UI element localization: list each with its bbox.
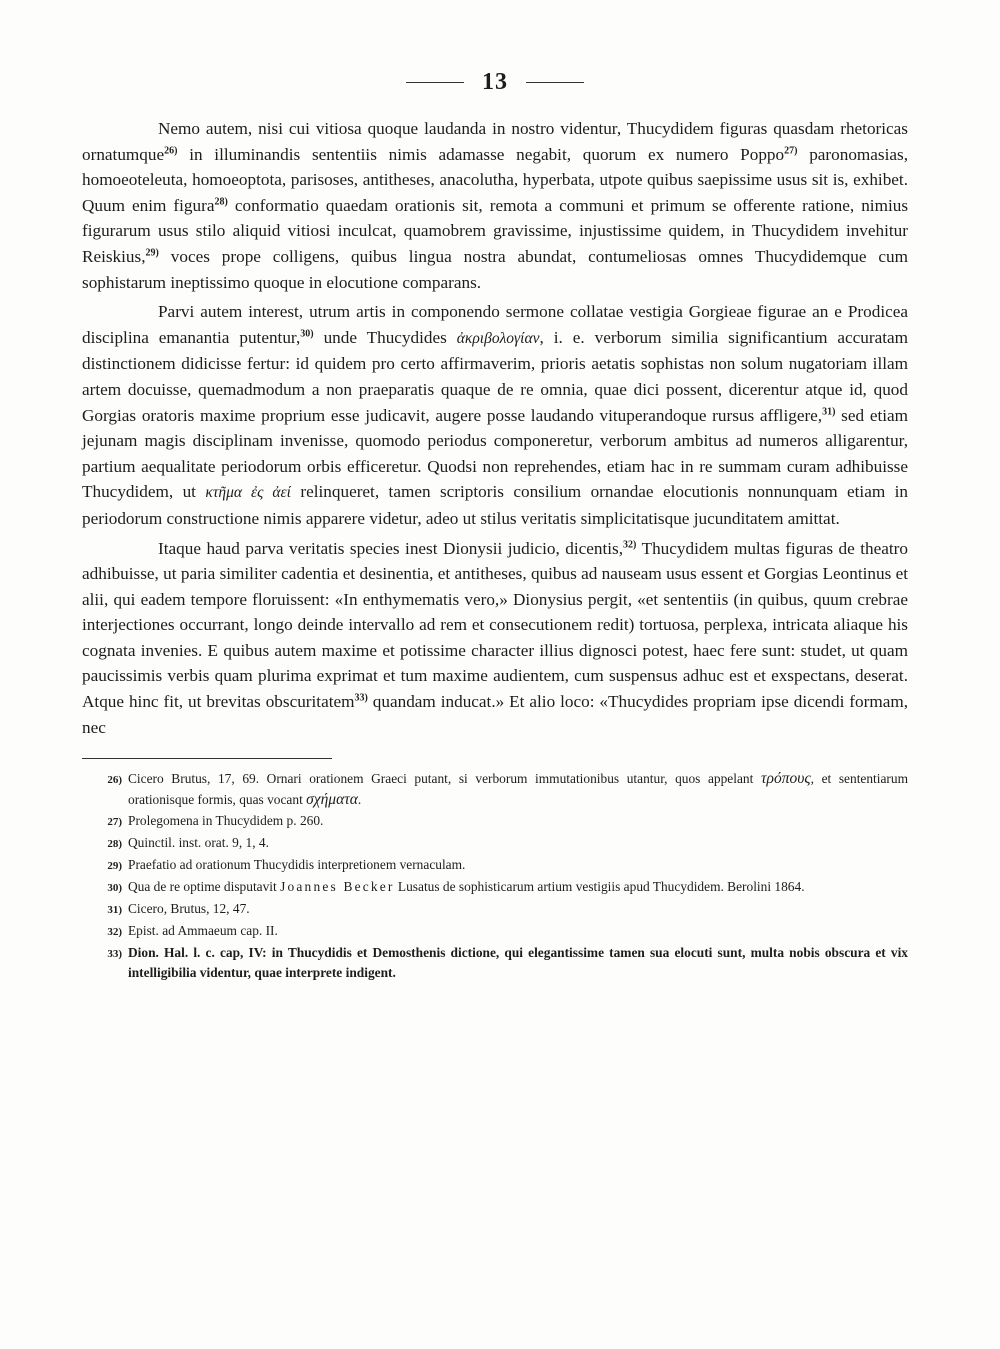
footnote-ref: 32) <box>623 538 637 550</box>
footnote-number: 33) <box>107 947 122 960</box>
text-run: paronomasias, homoeoteleuta, homoeoptota, parisoses, antitheses, anacolutha, hyperbata, utpote quibus saepissime usus sit is, exhibet. Quum enim figura <box>82 144 908 215</box>
footnote-text: Quinctil. inst. orat. 9, 1, 4. <box>128 834 269 850</box>
page <box>82 58 908 1338</box>
footnote-ref: 33) <box>354 692 368 704</box>
text-run: , et sententiarum orationisque formis, quas vocant <box>128 771 909 808</box>
footnote-ref: 30) <box>300 328 314 340</box>
text-run: Thucydidem multas figuras de theatro adhibuisse, ut paria similiter cadentia et desinentia, et antitheses, quibus ad nauseam usus essent et Gorgias Leontinus et alii, qui eadem tempore floruissent: «In enthymematis vero,» Dionysius pergit, «et sententiis (in quibus, quum crebrae interjectiones occurrant, longo deinde intervallo ad rem et consecutionem redit) tortuosa, perplexa, intricata aliaque his cognata invenies. E quibus autem maxime et potissime character illius dignosci potest, haec fere sunt: studet, ut quam paucissimis verbis quam plurima exprimat et tum maxime audientem, cum suspensus adhuc est et exspectans, deserat. Atque hinc fit, ut brevitas obscuritatem <box>82 538 908 712</box>
page-number: 13 <box>482 68 508 95</box>
greek-term: κτῆμα ἐς ἀεί <box>205 484 291 502</box>
header-rule-right <box>526 82 584 83</box>
text-run: relinqueret, tamen scriptoris consilium ornandae elocutionis nonnunquam etiam in periodorum constructione nimis apparere videtur, adeo ut stilus veritatis simplicitatisque jucunditatem amittat. <box>82 482 908 528</box>
text-run: Nemo autem, nisi cui vitiosa quoque laudanda in nostro videntur, Thucydidem figuras quasdam rhetoricas ornatumque <box>82 119 908 164</box>
footnotes <box>82 769 908 984</box>
text-run: sed etiam jejunam magis disciplinam invenisse, quomodo periodus componeretur, verborum ambitus ad numeros alligarentur, partium aequalitate periodorum orbis efficeretur. Quodsi non reprehendes, etiam hac in re summam curam adhibuisse Thucydidem, ut <box>82 405 908 502</box>
footnote-28 <box>82 833 908 855</box>
paragraph-1 <box>82 116 908 295</box>
text-run: Parvi autem interest, utrum artis in componendo sermone collatae vestigia Gorgieae figurae an e Prodicea disciplina emanantia putentur, <box>82 302 908 347</box>
footnote-27 <box>82 811 908 833</box>
footnote-text: Epist. ad Ammaeum cap. II. <box>128 922 278 938</box>
footnote-number: 32) <box>107 925 122 938</box>
footnote-number: 31) <box>107 903 122 916</box>
greek-term: τρόπους <box>760 770 811 788</box>
footnote-33 <box>82 943 908 985</box>
footnote-ref: 29) <box>145 247 159 259</box>
footnote-text: Praefatio ad orationum Thucydidis interpretionem vernaculam. <box>128 856 466 872</box>
text-run: . <box>357 792 362 808</box>
footnote-number: 30) <box>107 881 122 894</box>
footnote-ref: 27) <box>784 144 798 156</box>
body-text <box>82 116 908 740</box>
greek-term: ἀκριβολογίαν <box>456 329 540 347</box>
greek-term: σχήματα <box>306 791 358 809</box>
footnote-ref: 31) <box>822 405 836 417</box>
header-rule-left <box>406 82 464 83</box>
footnote-text: Dion. Hal. l. c. cap, IV: in Thucydidis et Demosthenis dictione, qui elegantissime tamen sua elocuti sunt, multa nobis obscura et vix intelligibilia videntur, quae interprete indigent. <box>128 944 908 981</box>
footnote-number: 29) <box>107 859 122 872</box>
footnote-text: Cicero, Brutus, 12, 47. <box>128 900 250 916</box>
footnote-ref: 26) <box>164 144 178 156</box>
footnote-32 <box>82 921 908 943</box>
page-header <box>82 58 908 106</box>
text-run: , i. e. verborum similia significantium accuratam distinctionem didicisse fertur: id quidem pro certo affirmaverim, prioris aetatis sophistas non solum nugatoriam illam artem docuisse, quemadmodum a non praeparatis quaque de re omnia, quae dici possent, dicerentur atque id, quod Gorgias oratoris maxime proprium esse judicavit, augere posse laudando vituperandoque rursus affligere, <box>82 327 909 425</box>
paragraph-3 <box>82 536 908 741</box>
footnote-text: Prolegomena in Thucydidem p. 260. <box>128 813 324 829</box>
text-run: unde Thucydides <box>313 327 457 347</box>
author-name: Joannes Becker <box>280 878 395 894</box>
text-run: conformatio quaedam orationis sit, remota a communi et primum se offerente ratione, nimius figurarum usus stilo aliquid vitiosi inculcat, quamobrem gravissime, injustissime quidem, in Thucydidem invehitur Reiskius, <box>82 195 909 266</box>
footnote-text <box>128 769 908 811</box>
footnote-number: 28) <box>107 837 122 850</box>
paragraph-2 <box>82 299 908 531</box>
footnote-26 <box>82 769 908 811</box>
footnote-30 <box>82 877 908 899</box>
text-run: Lusatus de sophisticarum artium vestigiis apud Thucydidem. Berolini 1864. <box>394 878 805 894</box>
footnote-number: 27) <box>107 816 122 829</box>
text-run: Qua de re optime disputavit <box>128 878 281 894</box>
footnote-separator <box>82 758 332 759</box>
text-run: in illuminandis sententiis nimis adamasse negabit, quorum ex numero Poppo <box>177 144 785 164</box>
text-run: Cicero Brutus, 17, 69. Ornari orationem Graeci putant, si verborum immutationibus utantur, quos appelant <box>128 771 761 787</box>
text-run: Itaque haud parva veritatis species inest Dionysii judicio, dicentis, <box>158 538 624 558</box>
footnote-29 <box>82 855 908 877</box>
footnote-ref: 28) <box>214 196 228 208</box>
text-run: quandam inducat.» Et alio loco: «Thucydides propriam ipse dicendi formam, nec <box>82 692 908 737</box>
footnote-number: 26) <box>107 774 122 787</box>
footnote-31 <box>82 899 908 921</box>
footnote-text <box>128 877 908 898</box>
text-run: voces prope colligens, quibus lingua nostra abundat, contumeliosas omnes Thucydidemque cum sophistarum ineptissimo quoque in elocutione comparans. <box>82 246 908 292</box>
